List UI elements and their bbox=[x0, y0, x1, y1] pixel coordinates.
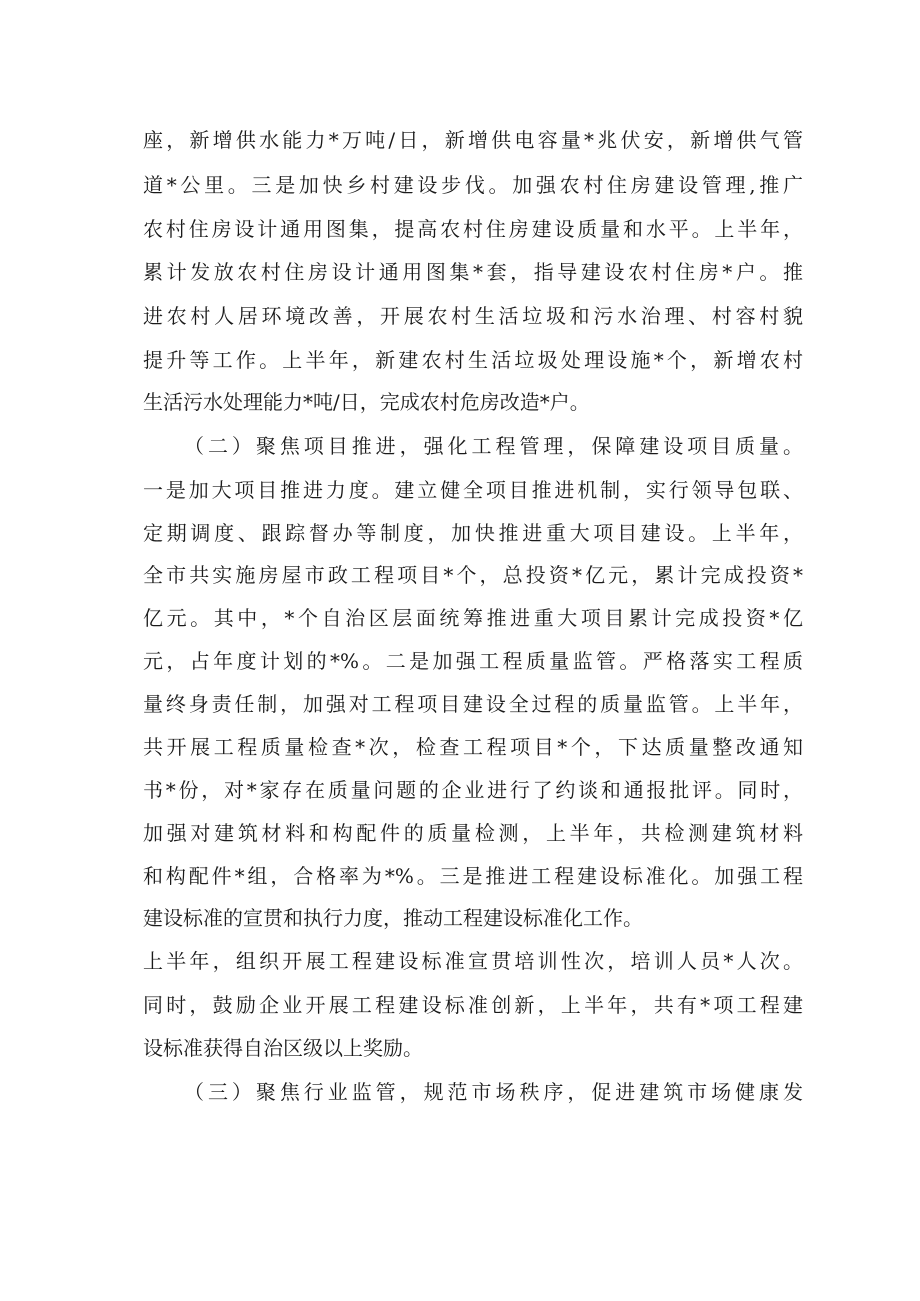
text-line: 书*份，对*家存在质量问题的企业进行了约谈和通报批评。同时， bbox=[143, 778, 803, 802]
text-line: 生活污水处理能力*吨/日，完成农村危房改造*户。 bbox=[143, 390, 590, 414]
text-line: 量终身责任制，加强对工程项目建设全过程的质量监管。上半年， bbox=[143, 692, 803, 716]
text-line: 建设标准的宣贯和执行力度，推动工程建设标准化工作。 bbox=[143, 906, 643, 930]
text-line: 共开展工程质量检查*次，检查工程项目*个，下达质量整改通知 bbox=[143, 735, 803, 759]
text-line: 亿元。其中，*个自治区层面统筹推进重大项目累计完成投资*亿 bbox=[143, 606, 803, 630]
text-line: 累计发放农村住房设计通用图集*套，指导建设农村住房*户。推 bbox=[143, 260, 803, 284]
section-heading: （二）聚焦项目推进，强化工程管理，保障建设项目质量。 bbox=[184, 434, 803, 458]
text-line: 提升等工作。上半年，新建农村生活垃圾处理设施*个，新增农村 bbox=[143, 348, 803, 372]
text-line: 加强对建筑材料和构配件的质量检测，上半年，共检测建筑材料 bbox=[143, 821, 803, 845]
text-line: 和构配件*组，合格率为*%。三是推进工程建设标准化。加强工程 bbox=[143, 864, 803, 888]
text-line: 一是加大项目推进力度。建立健全项目推进机制，实行领导包联、 bbox=[143, 478, 803, 502]
text-line: 道*公里。三是加快乡村建设步伐。加强农村住房建设管理,推广 bbox=[143, 173, 803, 197]
text-line: 元，占年度计划的*%。二是加强工程质量监管。严格落实工程质 bbox=[143, 649, 803, 673]
text-line: 上半年，组织开展工程建设标准宣贯培训性次，培训人员*人次。 bbox=[143, 949, 803, 973]
text-line: 定期调度、跟踪督办等制度，加快推进重大项目建设。上半年， bbox=[143, 521, 803, 545]
text-line: 设标准获得自治区级以上奖励。 bbox=[143, 1036, 423, 1060]
text-line: 农村住房设计通用图集，提高农村住房建设质量和水平。上半年， bbox=[143, 217, 803, 241]
section-heading: （三）聚焦行业监管，规范市场秩序，促进建筑市场健康发 bbox=[184, 1080, 803, 1104]
text-line: 进农村人居环境改善，开展农村生活垃圾和污水治理、村容村貌 bbox=[143, 304, 803, 328]
text-line: 全市共实施房屋市政工程项目*个，总投资*亿元，累计完成投资* bbox=[143, 563, 803, 587]
text-line: 座，新增供水能力*万吨/日，新增供电容量*兆伏安，新增供气管 bbox=[143, 128, 803, 152]
text-line: 同时，鼓励企业开展工程建设标准创新，上半年，共有*项工程建 bbox=[143, 993, 803, 1017]
